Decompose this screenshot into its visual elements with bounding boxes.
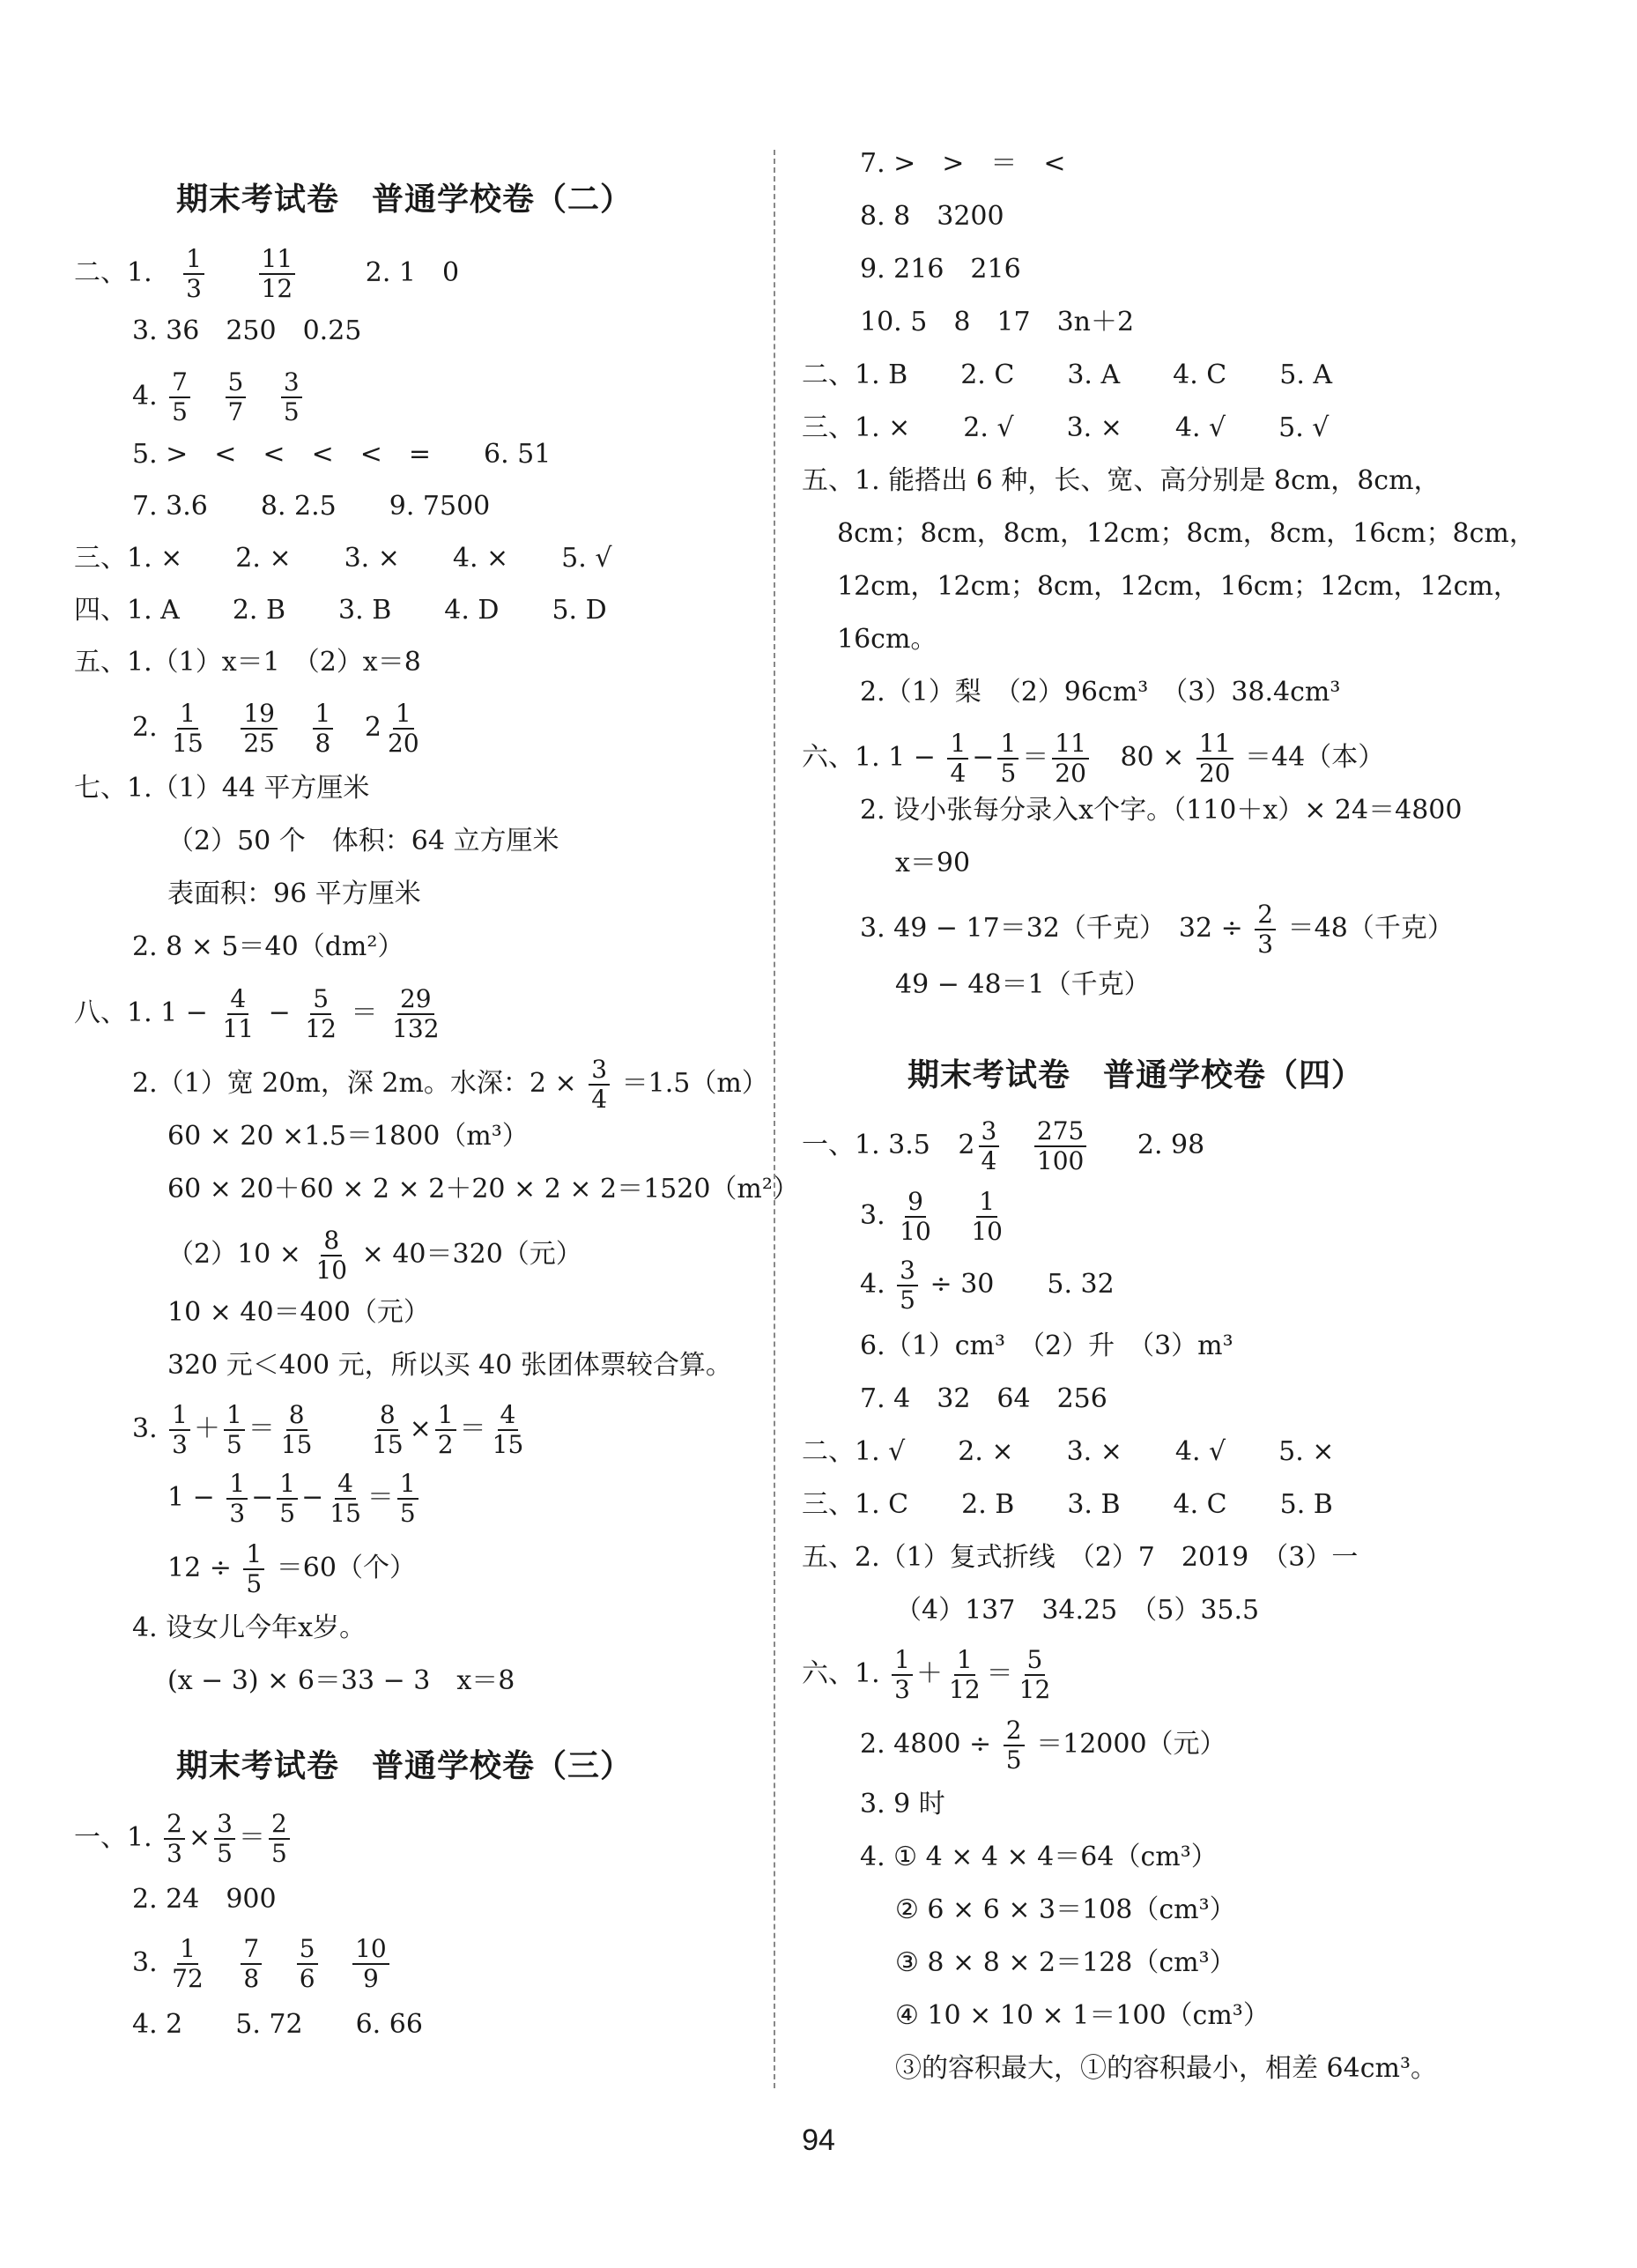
answer-line: 7. > > ＝ <	[860, 148, 1066, 179]
section-title-2: 期末考试卷 普通学校卷（二）	[176, 182, 633, 218]
answer-line: 2. $\frac{1}{15}$ $\frac{19}{25}$ $\frac{1}{8}$ 2 $\frac{1}{20}$	[132, 701, 426, 756]
fraction: $\frac{275}{100}$	[1034, 1119, 1086, 1174]
answer-line: 2. 设小张每分录入x个字。（110＋x）× 24＝4800	[860, 795, 1463, 826]
fraction: $\frac{3}{5}$	[897, 1258, 918, 1313]
fraction: $\frac{1}{8}$	[313, 701, 334, 756]
fraction: $\frac{10}{9}$	[352, 1937, 389, 1991]
answer-line: 2. 8 × 5＝40（dm²）	[132, 931, 404, 962]
fraction: $\frac{1}{2}$	[435, 1403, 456, 1457]
answer-line: ② 6 × 6 × 3＝108（cm³）	[895, 1894, 1236, 1925]
fraction: $\frac{5}{6}$	[297, 1937, 318, 1991]
answer-line: 3. $\frac{1}{3}$ ＋ $\frac{1}{5}$ ＝ $\frac{8}{15}$ $\frac{8}{15}$ × $\frac{1}{2}$ ＝ $\frac{4}{15}$	[132, 1403, 530, 1457]
fraction: $\frac{3}{4}$	[979, 1119, 1000, 1174]
answer-line: （2）50 个 体积：64 立方厘米	[167, 826, 559, 856]
fraction: $\frac{1}{5}$	[997, 731, 1018, 786]
answer-line: 10 × 40＝400（元）	[167, 1297, 430, 1328]
answer-line: 三、1. C 2. B 3. B 4. C 5. B	[802, 1489, 1333, 1520]
fraction: $\frac{8}{10}$	[315, 1226, 348, 1285]
answer-line: 10. 5 8 17 3n＋2	[860, 307, 1135, 337]
fraction: $\frac{1}{12}$	[949, 1645, 981, 1704]
fraction: $\frac{3}{5}$	[214, 1812, 235, 1866]
fraction: $\frac{7}{8}$	[241, 1937, 262, 1991]
answer-line: 60 × 20＋60 × 2 × 2＋20 × 2 × 2＝1520（m²）	[167, 1174, 799, 1204]
answer-line: 2.（1）宽 20m，深 2m。水深：2 × $\frac{3}{4}$ ＝1.5（m）	[132, 1055, 768, 1114]
answer-line: 一、1. 3.5 2 $\frac{3}{4}$ $\frac{275}{100}$ 2. 98	[802, 1116, 1205, 1175]
answer-line: x＝90	[895, 848, 971, 878]
answer-line: 七、1.（1）44 平方厘米	[74, 773, 370, 804]
answer-line: 三、1. × 2. √ 3. × 4. √ 5. √	[802, 412, 1330, 443]
fraction: $\frac{1}{3}$	[169, 1403, 190, 1457]
fraction: $\frac{4}{15}$	[330, 1469, 361, 1528]
answer-line: 五、2.（1）复式折线 （2）7 2019 （3）一	[802, 1542, 1359, 1573]
answer-line: 9. 216 216	[860, 254, 1021, 285]
fraction: $\frac{1}{15}$	[172, 699, 204, 758]
answer-line: 7. 3.6 8. 2.5 9. 7500	[132, 491, 491, 522]
answer-line: 六、1. 1 − $\frac{1}{4}$ − $\frac{1}{5}$ ＝ $\frac{11}{20}$ 80 × $\frac{11}{20}$ ＝44（本）	[802, 729, 1385, 788]
fraction: $\frac{1}{5}$	[397, 1471, 419, 1526]
fraction: $\frac{4}{15}$	[492, 1400, 524, 1459]
fraction: $\frac{1}{5}$	[224, 1403, 245, 1457]
answer-line: 16cm。	[837, 624, 937, 655]
fraction: $\frac{1}{20}$	[388, 699, 419, 758]
answer-line: 3. 9 时	[860, 1789, 945, 1820]
fraction: $\frac{2}{3}$	[1255, 902, 1276, 957]
fraction: $\frac{1}{5}$	[243, 1542, 264, 1597]
fraction: $\frac{2}{5}$	[269, 1812, 290, 1866]
fraction: $\frac{1}{3}$	[226, 1471, 248, 1526]
answer-line: （4）137 34.25 （5）35.5	[895, 1595, 1260, 1626]
fraction: $\frac{5}{12}$	[1018, 1645, 1051, 1704]
fraction: $\frac{1}{3}$	[183, 247, 204, 301]
fraction: $\frac{11}{12}$	[259, 247, 296, 301]
answer-line: 6.（1）cm³ （2）升 （3）m³	[860, 1330, 1233, 1361]
answer-line: 8. 8 3200	[860, 201, 1004, 232]
fraction: $\frac{5}{7}$	[226, 370, 247, 425]
answer-line: 8cm；8cm，8cm，12cm；8cm，8cm，16cm；8cm，	[837, 518, 1536, 549]
fraction: $\frac{29}{132}$	[392, 984, 440, 1043]
fraction: $\frac{1}{72}$	[172, 1934, 204, 1993]
fraction: $\frac{8}{15}$	[280, 1400, 313, 1459]
fraction: $\frac{2}{5}$	[1004, 1718, 1025, 1773]
answer-line: 1 − $\frac{1}{3}$ − $\frac{1}{5}$ − $\frac{4}{15}$ ＝ $\frac{1}{5}$	[167, 1471, 422, 1526]
answer-line: 八、1. 1 − $\frac{4}{11}$ − $\frac{5}{12}$ ＝ $\frac{29}{132}$	[74, 987, 446, 1041]
fraction: $\frac{1}{3}$	[892, 1648, 913, 1702]
answer-line: 表面积：96 平方厘米	[167, 878, 421, 909]
answer-line: 4. 设女儿今年x岁。	[132, 1612, 367, 1643]
answer-line: ④ 10 × 10 × 1＝100（cm³）	[895, 2000, 1270, 2031]
answer-line: 4. 2 5. 72 6. 66	[132, 2009, 423, 2040]
answer-line: 3. $\frac{9}{10}$ $\frac{1}{10}$	[860, 1190, 1009, 1244]
section-title-4: 期末考试卷 普通学校卷（四）	[907, 1057, 1365, 1093]
fraction: $\frac{8}{15}$	[372, 1400, 404, 1459]
answer-line: ③的容积最大，①的容积最小，相差 64cm³。	[895, 2053, 1437, 2084]
answer-line: 二、1. B 2. C 3. A 4. C 5. A	[802, 359, 1333, 390]
fraction: $\frac{1}{5}$	[277, 1471, 298, 1526]
answer-line: 四、1. A 2. B 3. B 4. D 5. D	[74, 595, 607, 626]
answer-line: （2）10 × $\frac{8}{10}$ × 40＝320（元）	[167, 1226, 582, 1285]
fraction: $\frac{19}{25}$	[241, 701, 278, 756]
answer-line: 3. $\frac{1}{72}$ $\frac{7}{8}$ $\frac{5}{6}$ $\frac{10}{9}$	[132, 1937, 393, 1991]
answer-line: (x − 3) × 6＝33 − 3 x＝8	[167, 1665, 515, 1696]
fraction: $\frac{1}{10}$	[971, 1187, 1003, 1246]
fraction: $\frac{3}{5}$	[281, 370, 302, 425]
fraction: $\frac{5}{12}$	[305, 984, 337, 1043]
answer-line: 2.（1）梨 （2）96cm³ （3）38.4cm³	[860, 677, 1341, 708]
column-divider	[774, 150, 775, 2088]
fraction: $\frac{9}{10}$	[900, 1187, 931, 1246]
answer-line: 4. $\frac{3}{5}$ ÷ 30 5. 32	[860, 1256, 1115, 1315]
page-number: 94	[802, 2123, 835, 2157]
answer-line: 二、1. √ 2. × 3. × 4. √ 5. ×	[802, 1436, 1335, 1467]
answer-line: 12 ÷ $\frac{1}{5}$ ＝60（个）	[167, 1539, 416, 1598]
answer-line: 六、1. $\frac{1}{3}$ ＋ $\frac{1}{12}$ ＝ $\frac{5}{12}$	[802, 1648, 1056, 1702]
answer-line: ③ 8 × 8 × 2＝128（cm³）	[895, 1947, 1236, 1978]
answer-line: 4. ① 4 × 4 × 4＝64（cm³）	[860, 1842, 1218, 1872]
fraction: $\frac{11}{20}$	[1052, 731, 1089, 786]
answer-line: 4. $\frac{7}{5}$ $\frac{5}{7}$ $\frac{3}{5}$	[132, 370, 306, 425]
answer-line: 60 × 20 ×1.5＝1800（m³）	[167, 1121, 529, 1152]
answer-line: 二、1. $\frac{1}{3}$ $\frac{11}{12}$ 2. 1 0	[74, 244, 460, 303]
answer-line: 3. 49 − 17＝32（千克） 32 ÷ $\frac{2}{3}$ ＝48（千克）	[860, 900, 1454, 959]
section-title-3: 期末考试卷 普通学校卷（三）	[176, 1748, 633, 1784]
answer-line: 12cm，12cm；8cm，12cm，16cm；12cm，12cm，	[837, 571, 1520, 602]
answer-line: 五、1.（1）x＝1 （2）x＝8	[74, 647, 421, 678]
answer-line: 一、1. $\frac{2}{3}$ × $\frac{3}{5}$ ＝ $\frac{2}{5}$	[74, 1812, 293, 1866]
answer-line: 49 − 48＝1（千克）	[895, 969, 1151, 1000]
answer-line: 三、1. × 2. × 3. × 4. × 5. √	[74, 543, 612, 574]
fraction: $\frac{4}{11}$	[222, 984, 255, 1043]
answer-line: 3. 36 250 0.25	[132, 315, 362, 346]
answer-line: 7. 4 32 64 256	[860, 1383, 1107, 1414]
fraction: $\frac{3}{4}$	[589, 1057, 610, 1112]
answer-line: 五、1. 能搭出 6 种，长、宽、高分别是 8cm，8cm，	[802, 465, 1441, 496]
fraction: $\frac{1}{4}$	[947, 731, 968, 786]
answer-line: 5. > < < < < = 6. 51	[132, 439, 552, 470]
answer-line: 2. 4800 ÷ $\frac{2}{5}$ ＝12000（元）	[860, 1716, 1226, 1775]
fraction: $\frac{2}{3}$	[164, 1812, 185, 1866]
answer-line: 2. 24 900	[132, 1884, 277, 1915]
fraction: $\frac{11}{20}$	[1196, 731, 1233, 786]
fraction: $\frac{7}{5}$	[169, 370, 190, 425]
answer-line: 320 元＜400 元，所以买 40 张团体票较合算。	[167, 1350, 732, 1381]
